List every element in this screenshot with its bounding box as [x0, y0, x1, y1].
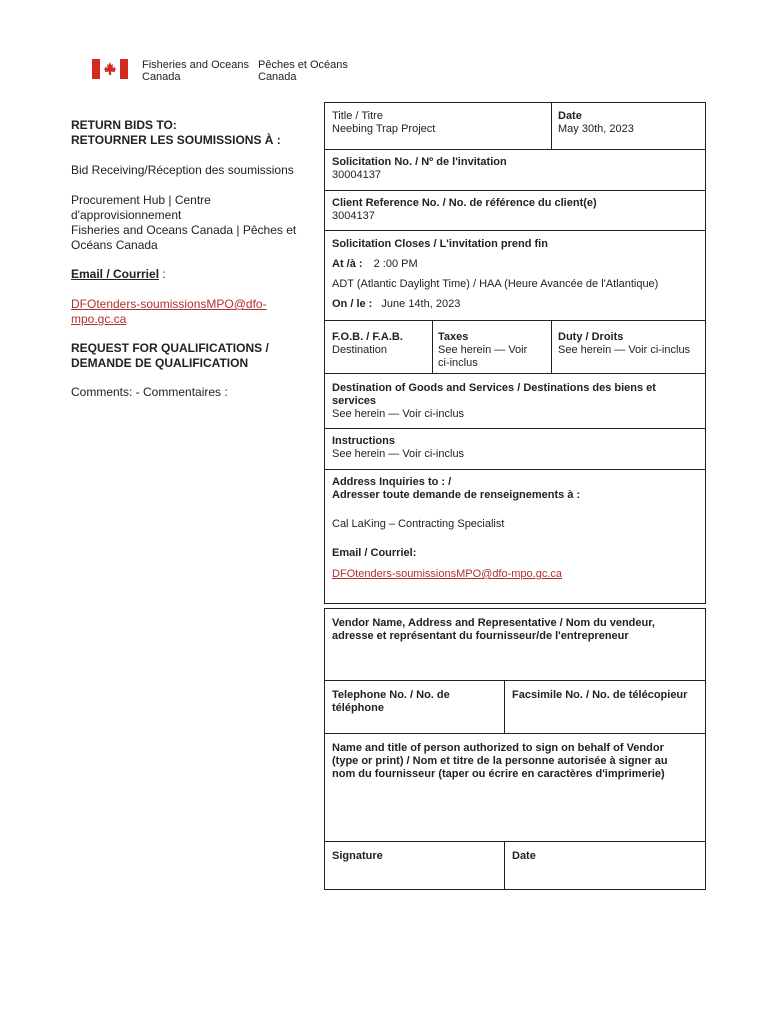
date-label: Date	[558, 110, 582, 122]
contact-email-link[interactable]: DFOtenders-soumissionsMPO@dfo-mpo.gc.ca	[332, 568, 563, 580]
canada-flag-icon	[92, 59, 128, 79]
title-cell	[332, 110, 435, 136]
solicitation-value: 30004137	[332, 169, 381, 181]
bid-receiving-text: Bid Receiving/Réception des soumissions	[71, 163, 294, 177]
signature-label: Signature	[332, 850, 383, 862]
duty-label: Duty / Droits	[558, 331, 624, 343]
instructions-cell	[332, 435, 464, 461]
destination-cell	[332, 382, 656, 421]
fob-value: Destination	[332, 344, 388, 356]
inquiries-label-1: Address Inquiries to : /	[332, 476, 452, 488]
contact-email-label: Email / Courriel:	[332, 547, 417, 559]
timezone-text: ADT (Atlantic Daylight Time) / HAA (Heure Avancée de l'Atlantique)	[332, 278, 659, 290]
instructions-label: Instructions	[332, 435, 395, 447]
date-cell	[558, 110, 634, 136]
title-value: Neebing Trap Project	[332, 123, 436, 135]
solicitation-label: Solicitation No. / Nº de l'invitation	[332, 156, 507, 168]
taxes-label: Taxes	[438, 331, 469, 343]
client-reference-value: 3004137	[332, 210, 375, 222]
facsimile-label: Facsimile No. / No. de télécopieur	[512, 689, 688, 701]
duty-cell	[558, 331, 690, 357]
destination-value: See herein — Voir ci-inclus	[332, 408, 465, 420]
procurement-hub-address: Procurement Hub | Centre d'approvisionnement Fisheries and Oceans Canada | Pêches et Océans Canada	[71, 193, 297, 252]
client-reference-cell	[332, 197, 597, 223]
on-value: June 14th, 2023	[381, 298, 461, 310]
comments-label: Comments: - Commentaires :	[71, 385, 228, 399]
taxes-cell	[438, 331, 527, 370]
return-bids-heading: RETURN BIDS TO: RETOURNER LES SOUMISSIONS À :	[71, 118, 281, 147]
at-label: At /à :	[332, 258, 363, 270]
inquiries-cell	[332, 476, 580, 581]
department-name-en: Fisheries and Oceans Canada	[142, 59, 249, 83]
telephone-label: Telephone No. / No. de téléphone	[332, 689, 450, 714]
fob-cell	[332, 331, 403, 357]
title-label: Title / Titre	[332, 110, 383, 122]
taxes-value-2: ci-inclus	[438, 357, 478, 369]
taxes-value-1: See herein — Voir	[438, 344, 528, 356]
signature-date-label: Date	[512, 850, 536, 862]
on-label: On / le :	[332, 298, 373, 310]
at-value: 2 :00 PM	[373, 258, 418, 270]
destination-label-1: Destination of Goods and Services / Destinations des biens et	[332, 382, 656, 394]
contact-name: Cal LaKing – Contracting Specialist	[332, 518, 505, 530]
duty-value: See herein — Voir ci-inclus	[558, 344, 691, 356]
department-name-fr: Pêches et Océans Canada	[258, 59, 348, 83]
closes-label: Solicitation Closes / L'invitation prend fin	[332, 238, 548, 250]
instructions-value: See herein — Voir ci-inclus	[332, 448, 465, 460]
client-reference-label: Client Reference No. / No. de référence du client(e)	[332, 197, 597, 209]
fob-label: F.O.B. / F.A.B.	[332, 331, 403, 343]
authorized-person-label: Name and title of person authorized to sign on behalf of Vendor (type or print) / Nom et titre de la personne autorisée à signer au nom du fournisseur (taper ou écrire en caractères d'imprimerie)	[332, 742, 668, 780]
vendor-name-label: Vendor Name, Address and Representative / Nom du vendeur, adresse et représentant du fournisseur/de l'entrepreneur	[332, 617, 655, 642]
tenders-email-link[interactable]: DFOtenders-soumissionsMPO@dfo- mpo.gc.ca	[71, 297, 267, 326]
email-label: Email / Courriel	[71, 267, 160, 281]
solicitation-cell	[332, 156, 507, 182]
rfq-heading: REQUEST FOR QUALIFICATIONS / DEMANDE DE QUALIFICATION	[71, 341, 269, 370]
inquiries-label-2: Adresser toute demande de renseignements à :	[332, 489, 581, 501]
email-colon: :	[162, 267, 166, 281]
date-value: May 30th, 2023	[558, 123, 634, 135]
destination-label-2: services	[332, 395, 377, 407]
email-label-row	[71, 267, 166, 282]
closes-cell	[332, 238, 658, 311]
